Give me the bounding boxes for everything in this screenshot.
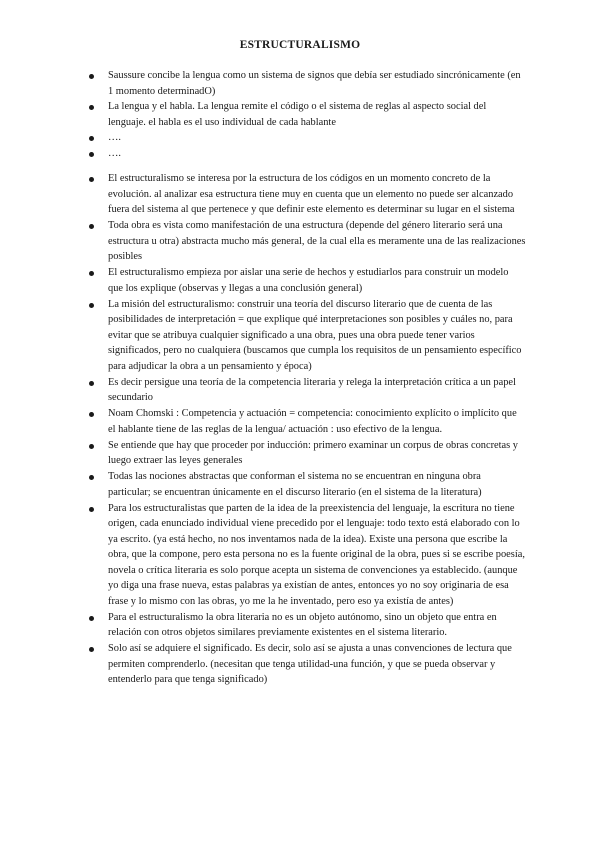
list-item <box>86 297 526 375</box>
list-item-text: Para los estructuralistas que parten de la idea de la preexistencia del lenguaje, la escritura no tiene origen, cada enunciado individual viene precedido por el lenguaje: todo texto está elaborado con lo ya escrito. (ya está hecho, no nos inventamos nada de la idea). Existe una persona que escribe la obra, que la compone, pero esta persona no es la fuente original de la obra, pues si se escribe poesía, novela o crítica literaria es solo porque acepta un sistema de convenciones ya establecido. (aunque yo diga una frase nueva, estas palabras ya existían de antes, entonces yo no soy originaria de esa frase y lo mismo con las obras, yo me la he inventado, pero eso ya existía de antes) <box>108 502 525 607</box>
bullet-icon <box>89 616 94 621</box>
list-item-text: Toda obra es vista como manifestación de una estructura (depende del género literario será una estructura u otra) abstracta mucho más general, de la cual ella es meramente una de las realizaciones posibles <box>108 220 526 262</box>
list-item <box>86 610 526 641</box>
list-item-text: La misión del estructuralismo: construir una teoría del discurso literario que de cuenta de las posibilidades de interpretación = que explique qué interpretaciones son posibles y cuáles no, para evitar que se atribuya cualquier significado a una obra, pues una obra puede tener varios significados, pero no cualquiera (buscamos que cumpla los requisitos de un pensamiento específico para adjudicar la obra a un pensamiento y época) <box>108 298 522 372</box>
list-item <box>86 171 526 218</box>
list-item <box>86 438 526 469</box>
bullet-icon <box>89 152 94 157</box>
list-item-text: Noam Chomski : Competencia y actuación = competencia: conocimiento explícito o implícito que el hablante tiene de las reglas de la lengua/ actuación : uso efectivo de la lengua. <box>108 408 517 435</box>
list-item <box>86 99 526 130</box>
list-item <box>86 146 526 162</box>
list-item-text: …. <box>108 147 121 159</box>
list-item <box>86 375 526 406</box>
bullet-icon <box>89 136 94 141</box>
bullet-icon <box>89 412 94 417</box>
document-title: ESTRUCTURALISMO <box>239 39 361 51</box>
list-item-text: Se entiende que hay que proceder por inducción: primero examinar un corpus de obras concretas y luego extraer las leyes generales <box>108 439 518 466</box>
bullet-icon <box>89 475 94 480</box>
list-item <box>86 501 526 610</box>
bullet-icon <box>89 224 94 229</box>
list-item-text: Todas las nociones abstractas que conforman el sistema no se encuentran en ninguna obra particular; se encuentran únicamente en el discurso literario (en el sistema de la literatura) <box>108 471 482 498</box>
bullet-list-intro <box>86 68 526 161</box>
list-item-text: Para el estructuralismo la obra literaria no es un objeto autónomo, sino un objeto que entra en relación con otros objetos similares previamente existentes en el sistema literario. <box>108 611 497 638</box>
list-item <box>86 218 526 265</box>
list-item-text: …. <box>108 132 121 143</box>
bullet-icon <box>89 444 94 449</box>
list-item-text: El estructuralismo se interesa por la estructura de los códigos en un momento concreto de la evolución. al analizar esa estructura tiene muy en cuenta que un elemento no puede ser alcanzado fuera del sistema al que pertenece y que definir este elemento es determinar su lugar en el sistema <box>108 173 515 215</box>
list-item <box>86 406 526 437</box>
list-item-text: La lengua y el habla. La lengua remite el código o el sistema de reglas al aspecto social del lenguaje. el habla es el uso individual de cada hablante <box>108 101 487 128</box>
bullet-icon <box>89 74 94 79</box>
list-item <box>86 68 526 99</box>
list-item-text: Saussure concibe la lengua como un sistema de signos que debía ser estudiado sincrónicamente (en 1 momento determinadO) <box>108 70 521 97</box>
bullet-icon <box>89 105 94 110</box>
list-item-text: Solo así se adquiere el significado. Es decir, solo así se ajusta a unas convenciones de lectura que permiten comprenderlo. (necesitan que tenga utilidad-una función, y que se pueda observar y entenderlo para que tenga significado) <box>108 643 512 685</box>
list-item-text: Es decir persigue una teoría de la competencia literaria y relega la interpretación crítica a un papel secundario <box>108 376 516 403</box>
list-item-text: El estructuralismo empieza por aislar una serie de hechos y estudiarlos para construir un modelo que los explique (observas y llegas a una conclusión general) <box>108 267 509 294</box>
list-item <box>86 469 526 500</box>
list-item <box>86 265 526 296</box>
bullet-icon <box>89 303 94 308</box>
list-item <box>86 130 526 146</box>
bullet-icon <box>89 507 94 512</box>
bullet-icon <box>89 271 94 276</box>
list-item <box>86 641 526 688</box>
bullet-icon <box>89 177 94 182</box>
bullet-icon <box>89 381 94 386</box>
bullet-list-main <box>86 171 526 688</box>
bullet-icon <box>89 647 94 652</box>
